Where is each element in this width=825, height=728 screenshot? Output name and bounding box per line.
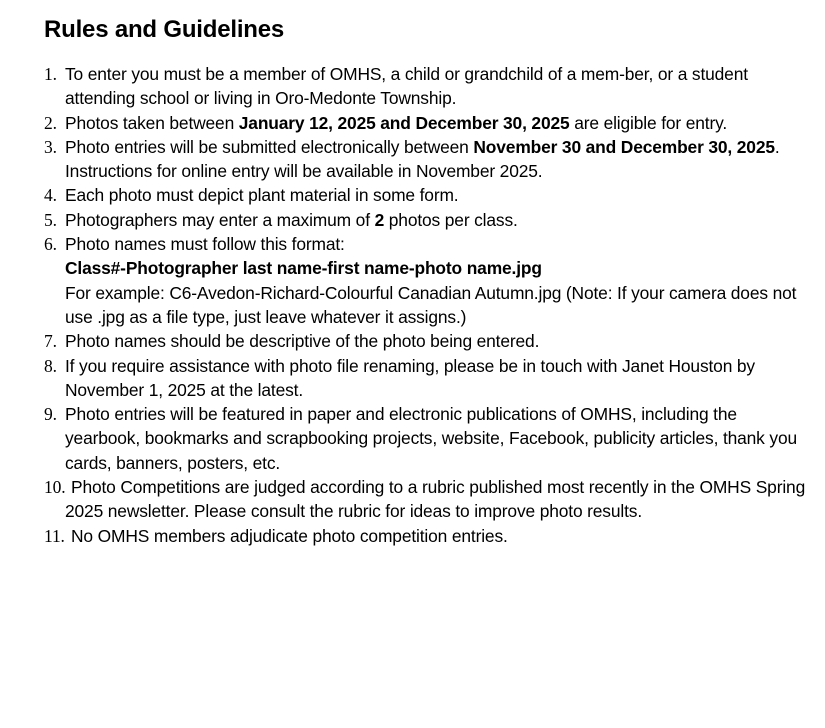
rule-text: Each photo must depict plant material in some form. xyxy=(65,185,459,206)
rule-item-2 xyxy=(44,111,814,135)
rule-number: 9. xyxy=(44,404,57,425)
rule-number: 1. xyxy=(44,64,57,84)
rule-text: Photo names should be descriptive of the photo being entered. xyxy=(65,331,540,352)
rule-item-5 xyxy=(44,208,814,232)
rule-text-bold: November 30 and December 30, 2025 xyxy=(473,136,775,157)
page-title: Rules and Guidelines xyxy=(44,16,285,43)
rule-text: To enter you must be a member of OMHS, a child or grandchild of a mem-ber, or a student attending school or living in Oro-Medonte Township. xyxy=(65,64,748,109)
rule-text: No OMHS members adjudicate photo competition entries. xyxy=(71,525,508,546)
rule-number: 7. xyxy=(44,331,57,352)
rule-number: 8. xyxy=(44,355,57,376)
filename-example: For example: C6-Avedon-Richard-Colourful Canadian Autumn.jpg (Note: If your camera does not use .jpg as a file type, just leave whatever it assigns.) xyxy=(65,282,797,327)
rule-item-3 xyxy=(44,135,814,184)
rules-list xyxy=(44,62,814,548)
rule-text: Photo Competitions are judged according to a rubric published most recently in the OMHS Spring 2025 newsletter. Please consult the rubric for ideas to improve photo results. xyxy=(65,477,806,522)
rule-text-post: are eligible for entry. xyxy=(569,112,728,133)
rule-text: Photo entries will be featured in paper and electronic publications of OMHS, including the yearbook, bookmarks and scrapbooking projects, website, Facebook, publicity articles, thank you cards, banners, posters, etc. xyxy=(65,404,798,473)
rule-text-bold: 2 xyxy=(374,209,385,230)
rule-text-pre: Photographers may enter a maximum of xyxy=(65,209,375,230)
rule-number: 11. xyxy=(44,525,65,546)
rule-item-9 xyxy=(44,402,814,475)
filename-format: Class#-Photographer last name-first name-photo name.jpg xyxy=(65,258,542,279)
rule-text-pre: Photo entries will be submitted electronically between xyxy=(65,136,474,157)
rule-number: 4. xyxy=(44,185,57,206)
rule-item-8 xyxy=(44,354,814,403)
rule-text-bold: January 12, 2025 and December 30, 2025 xyxy=(238,112,570,133)
rule-number: 6. xyxy=(44,234,57,255)
rule-number: 10. xyxy=(44,477,66,498)
rule-item-4 xyxy=(44,183,814,207)
rule-item-10 xyxy=(44,475,814,524)
rule-text-pre: Photos taken between xyxy=(65,112,239,133)
rule-number: 3. xyxy=(44,136,57,157)
rule-item-7 xyxy=(44,329,814,353)
rule-item-11 xyxy=(44,524,814,548)
rule-text: Photo names must follow this format: xyxy=(65,234,345,255)
rule-text: If you require assistance with photo file renaming, please be in touch with Janet Houston by November 1, 2025 at the latest. xyxy=(65,355,755,400)
rule-number: 5. xyxy=(44,209,57,230)
rule-text-post: . Instructions for online entry will be available in November 2025. xyxy=(65,136,780,182)
rule-number: 2. xyxy=(44,112,57,133)
rule-item-6 xyxy=(44,232,814,329)
rule-item-1 xyxy=(44,62,814,111)
rule-text-post: photos per class. xyxy=(384,209,518,230)
